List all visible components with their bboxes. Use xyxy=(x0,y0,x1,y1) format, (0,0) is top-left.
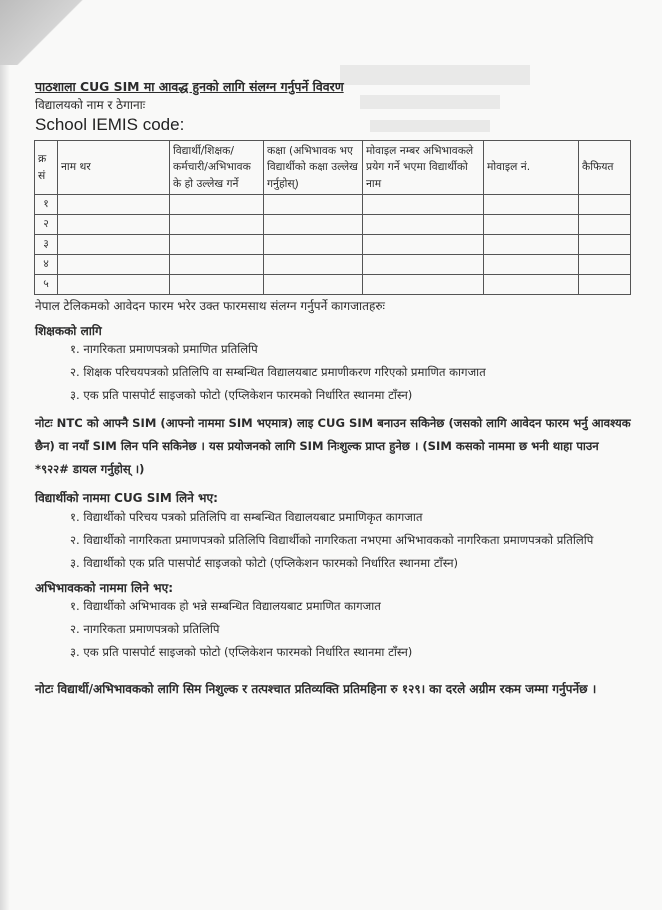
header-class: कक्षा (अभिभावक भए विद्यार्थीको कक्षा उल्लेख गर्नुहोस्) xyxy=(264,140,363,195)
table-cell xyxy=(58,275,170,295)
table-cell xyxy=(264,255,363,275)
table-header-row xyxy=(35,140,631,195)
documents-intro: नेपाल टेलिकमको आवेदन फारम भरेर उक्त फारमसाथ संलग्न गर्नुपर्ने कागजातहरुः xyxy=(35,299,385,314)
header-remarks: कैफियत xyxy=(579,140,631,195)
guardian-document-item-2: २. नागरिकता प्रमाणपत्रको प्रतिलिपि xyxy=(70,621,220,636)
table-cell xyxy=(579,215,631,235)
table-cell xyxy=(484,215,579,235)
table-cell xyxy=(58,255,170,275)
table-cell xyxy=(363,215,484,235)
row-number: २ xyxy=(35,215,58,235)
student-document-item-2: २. विद्यार्थीको नागरिकता प्रमाणपत्रको प्रतिलिपि विद्यार्थीको नागरिकता नभएमा अभिभावकको नागरिकता प्रमाणपत्रको प्रतिलिपि xyxy=(70,532,594,547)
table-row xyxy=(35,195,631,215)
table-cell xyxy=(579,255,631,275)
guardian-section-heading: अभिभावकको नाममा लिने भए: xyxy=(35,580,174,595)
cug-sim-table xyxy=(34,140,631,296)
table-cell xyxy=(579,195,631,215)
table-cell xyxy=(363,255,484,275)
row-number: ५ xyxy=(35,275,58,295)
table-cell xyxy=(363,235,484,255)
table-cell xyxy=(264,275,363,295)
table-cell xyxy=(484,255,579,275)
header-role: विद्यार्थी/शिक्षक/कर्मचारी/अभिभावक के हो उल्लेख गर्ने xyxy=(170,140,264,195)
ntc-sim-note: नोटः NTC को आफ्नै SIM (आफ्नो नाममा SIM भएमात्र) लाइ CUG SIM बनाउन सकिनेछ (जसको लागि आवेदन फारम भर्नु आवश्यक छैन) वा नयाँ SIM लिन पनि सकिनेछ । यस प्रयोजनको लागि SIM निःशुल्क प्राप्त हुनेछ । (SIM कसको नाममा छ भनी थाहा पाउन *९२२# डायल गर्नुहोस् ।) xyxy=(35,415,631,477)
table-cell xyxy=(363,195,484,215)
table-cell xyxy=(58,195,170,215)
folded-corner xyxy=(0,0,105,65)
table-row xyxy=(35,255,631,275)
header-mobile-no: मोवाइल नं. xyxy=(484,140,579,195)
table-cell xyxy=(264,195,363,215)
table-cell xyxy=(58,235,170,255)
teacher-document-item-2: २. शिक्षक परिचयपत्रको प्रतिलिपि वा सम्बन्धित विद्यालयबाट प्रमाणीकरण गरिएको प्रमाणित कागजात xyxy=(70,365,486,380)
teacher-document-item-3: ३. एक प्रति पासपोर्ट साइजको फोटो (एप्लिकेशन फारमको निर्धारित स्थानमा टाँस्न) xyxy=(70,387,413,402)
scan-left-edge xyxy=(0,0,10,910)
table-cell xyxy=(484,195,579,215)
row-number: १ xyxy=(35,195,58,215)
table-cell xyxy=(484,235,579,255)
fee-note: नोटः विद्यार्थी/अभिभावकको लागि सिम निशुल्क र तत्पश्चात प्रतिव्यक्ति प्रतिमहिना रु १२९। का दरले अग्रीम रकम जम्मा गर्नुपर्नेछ । xyxy=(35,681,597,696)
guardian-document-list xyxy=(70,600,635,660)
teacher-document-list xyxy=(70,343,635,403)
table-cell xyxy=(170,215,264,235)
guardian-document-item-3: ३. एक प्रति पासपोर्ट साइजको फोटो (एप्लिकेशन फारमको निर्धारित स्थानमा टाँस्न) xyxy=(70,644,413,659)
row-number: ४ xyxy=(35,255,58,275)
table-cell xyxy=(579,235,631,255)
guardian-document-item-1: १. विद्यार्थीको अभिभावक हो भन्ने सम्बन्धित विद्यालयबाट प्रमाणित कागजात xyxy=(70,598,381,613)
table-cell xyxy=(170,235,264,255)
table-cell xyxy=(170,255,264,275)
school-name-address-label: विद्यालयको नाम र ठेगानाः xyxy=(35,97,146,112)
student-document-list xyxy=(70,511,635,571)
student-section-heading: विद्यार्थीको नाममा CUG SIM लिने भए: xyxy=(35,491,218,506)
student-document-item-3: ३. विद्यार्थीको एक प्रति पासपोर्ट साइजको फोटो (एप्लिकेशन फारमको निर्धारित स्थानमा टाँस्न) xyxy=(70,555,459,570)
teacher-document-item-1: १. नागरिकता प्रमाणपत्रको प्रमाणित प्रतिलिपि xyxy=(70,342,258,357)
table-cell xyxy=(363,275,484,295)
table-cell xyxy=(579,275,631,295)
header-mobile-user: मोवाइल नम्बर अभिभावकले प्रयेग गर्ने भएमा विद्यार्थीको नाम xyxy=(363,140,484,195)
document-title: पाठशाला CUG SIM मा आवद्ध हुनको लागि संलग्न गर्नुपर्ने विवरण xyxy=(35,79,344,94)
table-cell xyxy=(170,275,264,295)
teacher-section-heading: शिक्षकको लागि xyxy=(35,323,102,338)
row-number: ३ xyxy=(35,235,58,255)
table-cell xyxy=(484,275,579,295)
table-row xyxy=(35,235,631,255)
table-row xyxy=(35,215,631,235)
document-content xyxy=(35,80,635,696)
student-document-item-1: १. विद्यार्थीको परिचय पत्रको प्रतिलिपि वा सम्बन्धित विद्यालयबाट प्रमाणिकृत कागजात xyxy=(70,509,423,524)
header-sn: क्र सं xyxy=(35,140,58,195)
table-cell xyxy=(264,215,363,235)
table-cell xyxy=(58,215,170,235)
table-row xyxy=(35,275,631,295)
school-iemis-code-label: School IEMIS code: xyxy=(35,115,185,135)
table-cell xyxy=(170,195,264,215)
header-name: नाम थर xyxy=(58,140,170,195)
table-cell xyxy=(264,235,363,255)
